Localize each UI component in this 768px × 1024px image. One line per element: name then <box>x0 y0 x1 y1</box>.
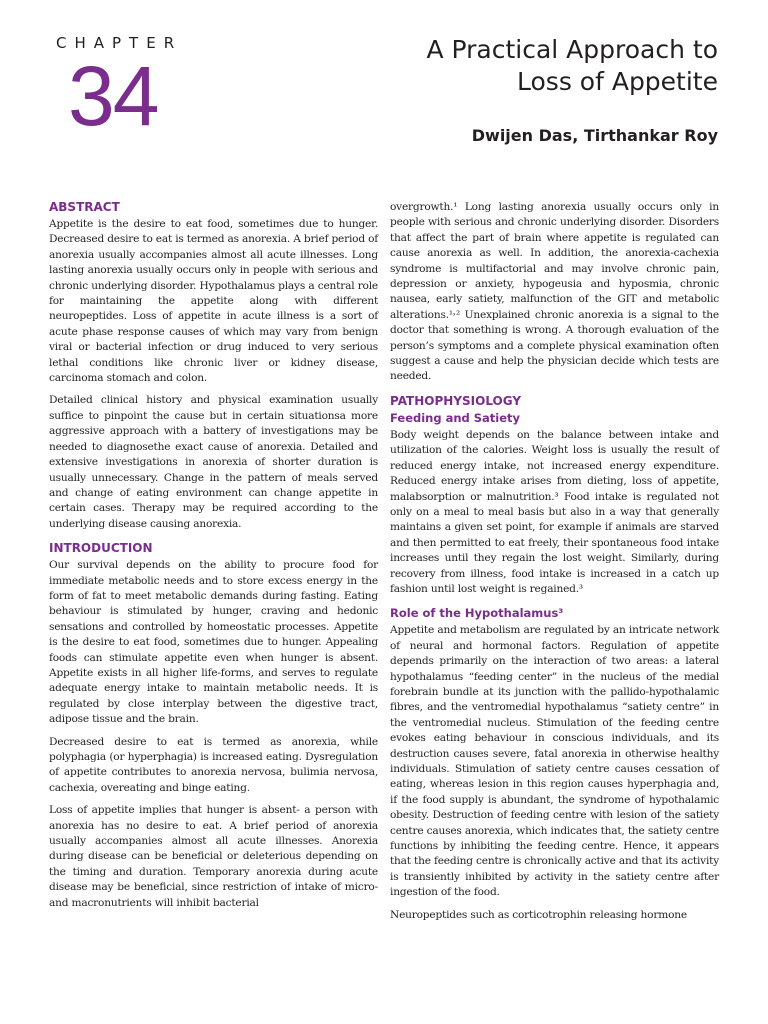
abstract-heading: ABSTRACT <box>49 200 120 214</box>
right-paragraph-4: Neuropeptides such as corticotrophin releasing hormone <box>390 908 687 921</box>
page-title <box>338 34 718 98</box>
intro-paragraph-2: Decreased desire to eat is termed as anorexia, while polyphagia (or hyperphagia) is increased eating. Dysregulation of appetite contributes to anorexia nervosa, bulimia nervosa, cachexia, overeating and binge eating. <box>49 735 378 794</box>
feeding-satiety-heading: Feeding and Satiety <box>390 410 521 425</box>
right-paragraph-1: overgrowth.¹ Long lasting anorexia usually occurs only in people with serious and chronic underlying disorder. Disorders that affect the part of brain where appetite is regulated can cause anorexia as well. In addition, the anorexia-cachexia syndrome is multifactorial and may involve chronic pain, depression or anxiety, hypogeusia and hyposmia, chronic nausea, early satiety, malfunction of the GIT and metabolic alterations.¹˒² Unexplained chronic anorexia is a signal to the doctor that something is wrong. A thorough evaluation of the person’s symptoms and a complete physical examination often suggest a cause and help the physician decide which tests are needed. <box>390 201 719 383</box>
right-paragraph-2: Body weight depends on the balance between intake and utilization of the calories. Weight loss is usually the result of reduced energy intake, not increased energy expenditure. Reduced energy intake arises from dieting, loss of appetite, malabsorption or malnutrition.³ Food intake is regulated not only on a meal to meal basis but also in a way that generally maintains a given set point, for example if animals are starved and then permitted to eat freely, their spontaneous food intake increases until they regain the lost weight. Similarly, during recovery from illness, food intake is increased in a catch up fashion until lost weight is regained.³ <box>390 428 719 595</box>
introduction-heading: INTRODUCTION <box>49 541 153 556</box>
intro-paragraph-3: Loss of appetite implies that hunger is absent- a person with anorexia has no desire to eat. A brief period of anorexia usually accompanies almost all acute illnesses. Anorexia during disease can be beneficial or deleterious depending on the timing and duration. Temporary anorexia during acute disease may be beneficial, since restriction of intake of micro- and macronutrients will inhibit bacterial <box>49 804 378 909</box>
hypothalamus-heading: Role of the Hypothalamus³ <box>390 606 564 621</box>
abstract-paragraph-1: Appetite is the desire to eat food, sometimes due to hunger. Decreased desire to eat is termed as anorexia. A brief period of anorexia usually accompanies almost all acute illnesses. Long lasting anorexia usually occurs only in people with serious and chronic underlying disorder. Hypothalamus plays a central role for maintaining the appetite along with different neuropeptides. Loss of appetite in acute illness is a sort of acute phase response causes of which may vary from benign viral or bacterial infection or drug induced to very serious lethal conditions like chronic liver or kidney disease, carcinoma stomach and colon. <box>49 218 378 385</box>
right-column <box>390 200 719 930</box>
title-line-2: Loss of Appetite <box>517 67 718 96</box>
right-paragraph-3: Appetite and metabolism are regulated by an intricate network of neural and hormonal factors. Regulation of appetite depends primarily on the interaction of two areas: a lateral hypothalamus “feeding center” in the nucleus of the medial forebrain bundle at its junction with the pallido-hypothalamic fibres, and the ventromedial hypothalamus “satiety centre” in the ventromedial nucleus. Stimulation of the feeding centre evokes eating behaviour in conscious individuals, and its destruction causes severe, fatal anorexia in otherwise healthy individuals. Stimulation of satiety centre causes cessation of eating, whereas lesion in this region causes hyperphagia and, if the food supply is abundant, the syndrome of hypothalamic obesity. Destruction of feeding centre with lesion of the satiety centre causes anorexia, which indicates that, the satiety centre functions by inhibiting the feeding centre. Hence, it appears that the feeding centre is chronically active and that its activity is transiently inhibited by activity in the satiety centre after ingestion of the food. <box>390 624 719 899</box>
title-line-1: A Practical Approach to <box>426 35 718 64</box>
chapter-label: CHAPTER <box>56 34 183 52</box>
chapter-number: 34 <box>68 49 158 143</box>
left-column <box>49 200 378 918</box>
intro-paragraph-1: Our survival depends on the ability to procure food for immediate metabolic needs and to store excess energy in the form of fat to meet metabolic demands during fasting. Eating behaviour is stimulated by hunger, craving and hedonic sensations and controlled by homeostatic processes. Appetite is the desire to eat food, sometimes due to hunger. Appealing foods can stimulate appetite even when hunger is absent. Appetite exists in all higher life-forms, and serves to regulate adequate energy intake to maintain metabolic needs. It is regulated by close interplay between the digestive tract, adipose tissue and the brain. <box>49 559 378 726</box>
authors: Dwijen Das, Tirthankar Roy <box>471 126 718 145</box>
pathophysiology-heading: PATHOPHYSIOLOGY <box>390 393 522 408</box>
abstract-paragraph-2: Detailed clinical history and physical examination usually suffice to pinpoint the cause but in certain situationsa more aggressive approach with a battery of investigations may be needed to diagnosethe exact cause of anorexia. Detailed and extensive investigations in anorexia of shorter duration is usually unnecessary. Change in the pattern of meals served and change of eating environment can change appetite in certain cases. Therapy may be required according to the underlying disease causing anorexia. <box>49 394 378 530</box>
